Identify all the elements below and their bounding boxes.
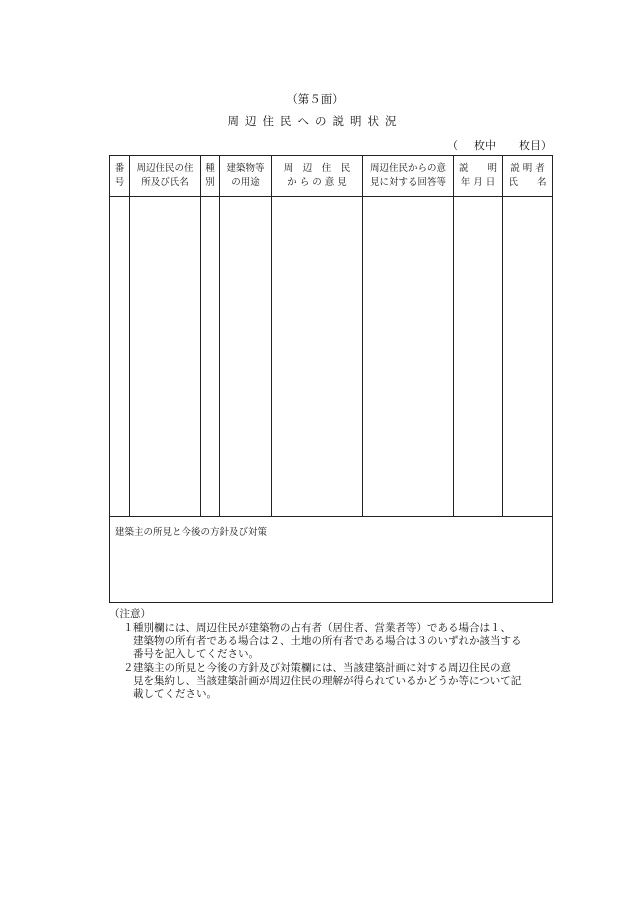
note-line: 種別欄には、周辺住民が建築物の占有者（居住者、営業者等）である場合は１、 <box>133 622 511 634</box>
policy-section-label: 建築主の所見と今後の方針及び対策 <box>115 527 268 538</box>
column-header-line: 周 辺 住 民 <box>283 163 351 174</box>
sheet-count-index-label: 枚目） <box>519 139 552 152</box>
sheet-count-total-label: 枚中 <box>474 139 496 152</box>
column-header-line: 見に対する回答等 <box>369 177 446 188</box>
column-header-line: 別 <box>205 177 215 188</box>
note-item <box>109 662 569 701</box>
note-line: 番号を記入してください。 <box>133 648 259 660</box>
column-header-resident-address-name <box>130 162 200 190</box>
column-divider <box>502 156 503 516</box>
column-header-line: 建築物等 <box>226 163 265 174</box>
column-header-building-use <box>220 162 271 190</box>
form-title: 周辺住民への説明状況 <box>227 114 403 128</box>
column-header-line: 周辺住民の住 <box>136 163 194 174</box>
column-header-line: の用途 <box>231 177 260 188</box>
column-divider <box>200 156 201 516</box>
note-line: 建築物の所有者である場合は２、土地の所有者である場合は３のいずれか該当する <box>133 635 522 647</box>
page-number: （第５面） <box>286 92 344 106</box>
column-header-line: 年 月 日 <box>460 177 496 188</box>
notes-section <box>109 608 569 702</box>
column-header-line: 種 <box>205 163 215 174</box>
table-bottom-divider <box>110 516 552 517</box>
note-number: ２ <box>123 662 134 674</box>
note-item <box>109 622 569 661</box>
column-header-line: 氏 名 <box>508 177 547 188</box>
explanation-table <box>109 155 553 603</box>
column-divider <box>362 156 363 516</box>
column-header-response <box>363 162 453 190</box>
note-number: １ <box>123 622 134 634</box>
column-divider <box>219 156 220 516</box>
column-header-explanation-date <box>454 162 502 190</box>
column-header-resident-opinion <box>272 162 362 190</box>
column-header-line: か ら の 意 見 <box>287 177 347 188</box>
sheet-count-open: （ <box>447 139 458 152</box>
column-header-number <box>110 162 129 190</box>
column-header-line: 号 <box>114 177 125 188</box>
sheet-count <box>447 137 553 151</box>
column-divider <box>271 156 272 516</box>
column-divider <box>129 156 130 516</box>
column-header-line: 説 明 者 <box>510 163 545 174</box>
column-header-line: 説 明 <box>458 163 497 174</box>
column-header-line: 所及び氏名 <box>141 177 189 188</box>
header-row-divider <box>110 196 552 197</box>
note-line: 載してください。 <box>133 688 217 700</box>
note-line: 見を集約し、当該建築計画が周辺住民の理解が得られているかどうか等について記 <box>133 675 522 687</box>
notes-heading: （注意） <box>109 608 151 620</box>
column-header-line: 周辺住民からの意 <box>369 163 446 174</box>
column-header-line: 番 <box>114 163 125 174</box>
column-header-explainer-name <box>503 162 552 190</box>
column-header-type <box>201 162 219 190</box>
column-divider <box>453 156 454 516</box>
note-line: 建築主の所見と今後の方針及び対策欄には、当該建築計画に対する周辺住民の意 <box>133 662 511 674</box>
